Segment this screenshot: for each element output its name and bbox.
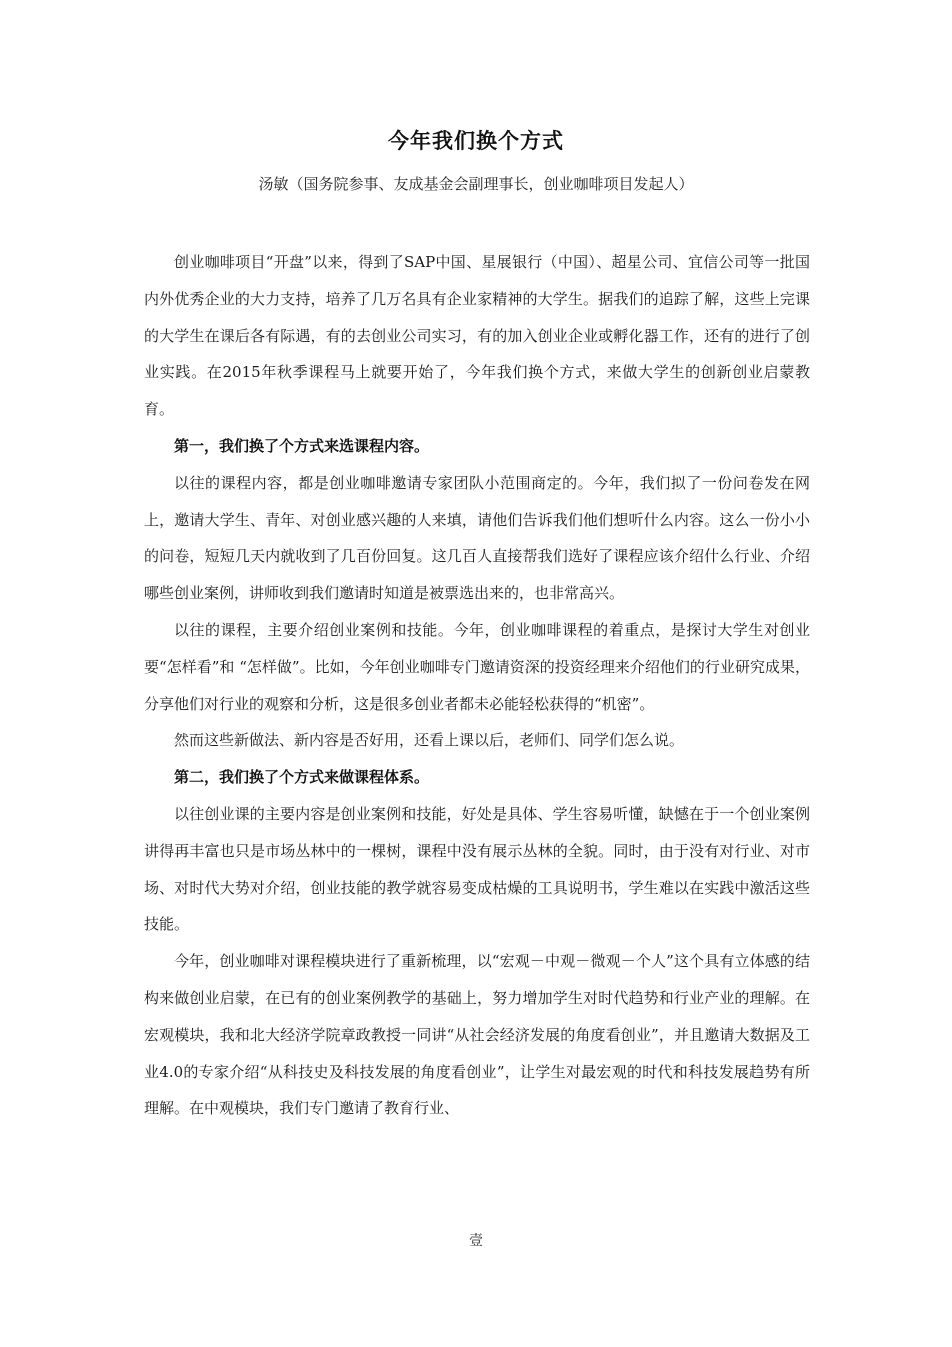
section-heading: 第一，我们换了个方式来选课程内容。 [174,436,430,455]
body-paragraph: 今年，创业咖啡对课程模块进行了重新梳理，以“宏观－中观－微观－个人”这个具有立体感的结构来做创业启蒙，在已有的创业案例教学的基础上，努力增加学生对时代趋势和行业产业的理解。在宏观模块，我和北大经济学院章政教授一同讲“从社会经济发展的角度看创业”，并且邀请大数据及工业4.0的专家介绍“从科技史及科技发展的角度看创业”，让学生对最宏观的时代和科技发展趋势有所理解。在中观模块，我们专门邀请了教育行业、 [144,952,810,1118]
body-paragraph: 创业咖啡项目“开盘”以来，得到了SAP中国、星展银行（中国）、超星公司、宜信公司等一批国内外优秀企业的大力支持，培养了几万名具有企业家精神的大学生。据我们的追踪了解，这些上完课的大学生在课后各有际遇，有的去创业公司实习，有的加入创业企业或孵化器工作，还有的进行了创业实践。在2015年秋季课程马上就要开始了，今年我们换个方式，来做大学生的创新创业启蒙教育。 [144,253,810,419]
body-paragraph: 以往创业课的主要内容是创业案例和技能，好处是具体、学生容易听懂，缺憾在于一个创业案例讲得再丰富也只是市场丛林中的一棵树，课程中没有展示丛林的全貌。同时，由于没有对行业、对市场、对时代大势对介绍，创业技能的教学就容易变成枯燥的工具说明书，学生难以在实践中激活这些技能。 [144,804,810,934]
author-byline: 汤敏（国务院参事、友成基金会副理事长，创业咖啡项目发起人） [258,175,694,193]
body-paragraph: 以往的课程内容，都是创业咖啡邀请专家团队小范围商定的。今年，我们拟了一份问卷发在网上，邀请大学生、青年、对创业感兴趣的人来填，请他们告诉我们他们想听什么内容。这么一份小小的问卷，短短几天内就收到了几百份回复。这几百人直接帮我们选好了课程应该介绍什么行业、介绍哪些创业案例，讲师收到我们邀请时知道是被票选出来的，也非常高兴。 [144,473,810,603]
body-paragraph: 然而这些新做法、新内容是否好用，还看上课以后，老师们、同学们怎么说。 [174,731,685,750]
body-paragraph: 以往的课程，主要介绍创业案例和技能。今年，创业咖啡课程的着重点，是探讨大学生对创业要“怎样看”和 “怎样做”。比如，今年创业咖啡专门邀请资深的投资经理来介绍他们的行业研究成果，分享他们对行业的观察和分析，这是很多创业者都未必能轻松获得的“机密”。 [144,620,810,713]
document-title: 今年我们换个方式 [388,128,564,153]
section-heading: 第二，我们换了个方式来做课程体系。 [174,768,430,787]
article-body [144,244,810,1127]
page-number: 壹 [469,1233,483,1249]
